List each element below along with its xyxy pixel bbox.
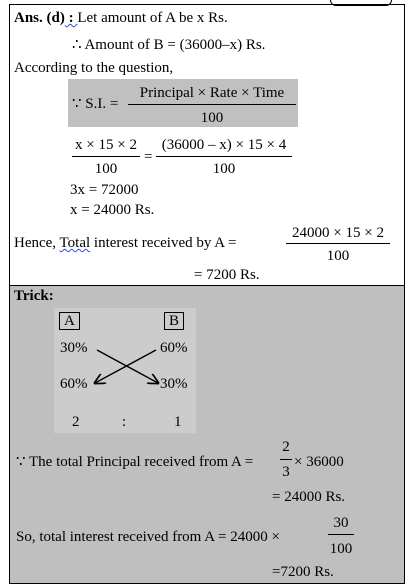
si-denominator: 100 (200, 110, 224, 126)
according-line: According to the question, (14, 60, 174, 76)
principal-result: = 24000 Rs. (272, 489, 346, 505)
ratio-left: 2 (72, 414, 80, 430)
si-prefix: ∵ S.I. = (72, 96, 119, 112)
hence-denominator: 100 (326, 248, 350, 264)
arrow-b-to-a-icon (95, 350, 156, 383)
step-2: x = 24000 Rs. (70, 202, 155, 218)
hence-result: = 7200 Rs. (194, 267, 260, 283)
interest-text: So, total interest received from A = 24000 × (16, 529, 280, 545)
box-b-label: B (164, 312, 184, 330)
interest-bar (328, 534, 354, 535)
a-bottom-rate: 60% (60, 376, 88, 392)
hence-rest: interest received by A = (90, 235, 237, 251)
interest-numerator: 30 (333, 515, 349, 531)
principal-numerator: 2 (282, 439, 290, 455)
hence-total: Total (59, 235, 91, 251)
eq-right-denominator: 100 (212, 161, 236, 177)
si-numerator: Principal × Rate × Time (139, 85, 285, 101)
answer-colon: : (64, 10, 78, 26)
answer-label: Ans. (d) (14, 10, 65, 26)
ratio-right: 1 (174, 414, 182, 430)
trick-label: Trick: (14, 288, 54, 304)
b-bottom-rate: 30% (160, 376, 188, 392)
principal-denominator: 3 (282, 464, 290, 480)
principal-bar (280, 459, 292, 460)
box-a-label: A (59, 312, 80, 330)
hence-prefix: Hence, (14, 235, 60, 251)
eq-equals: = (144, 149, 153, 165)
principal-multiplier: × 36000 (294, 454, 344, 470)
b-top-rate: 60% (160, 340, 188, 356)
arrow-a-to-b-icon (97, 350, 158, 383)
a-top-rate: 30% (60, 340, 88, 356)
answer-text: Let amount of A be x Rs. (77, 10, 228, 26)
amount-b-line: ∴ Amount of B = (36000–x) Rs. (72, 37, 266, 53)
step-1: 3x = 72000 (70, 182, 139, 198)
ratio-separator: : (122, 414, 127, 430)
interest-denominator: 100 (329, 541, 353, 557)
eq-left-numerator: x × 15 × 2 (75, 137, 137, 153)
hence-numerator: 24000 × 15 × 2 (292, 225, 384, 241)
eq-left-denominator: 100 (94, 161, 118, 177)
interest-result: =7200 Rs. (272, 564, 334, 580)
eq-right-numerator: (36000 – x) × 15 × 4 (161, 137, 287, 153)
principal-text: ∵ The total Principal received from A = (16, 454, 254, 470)
